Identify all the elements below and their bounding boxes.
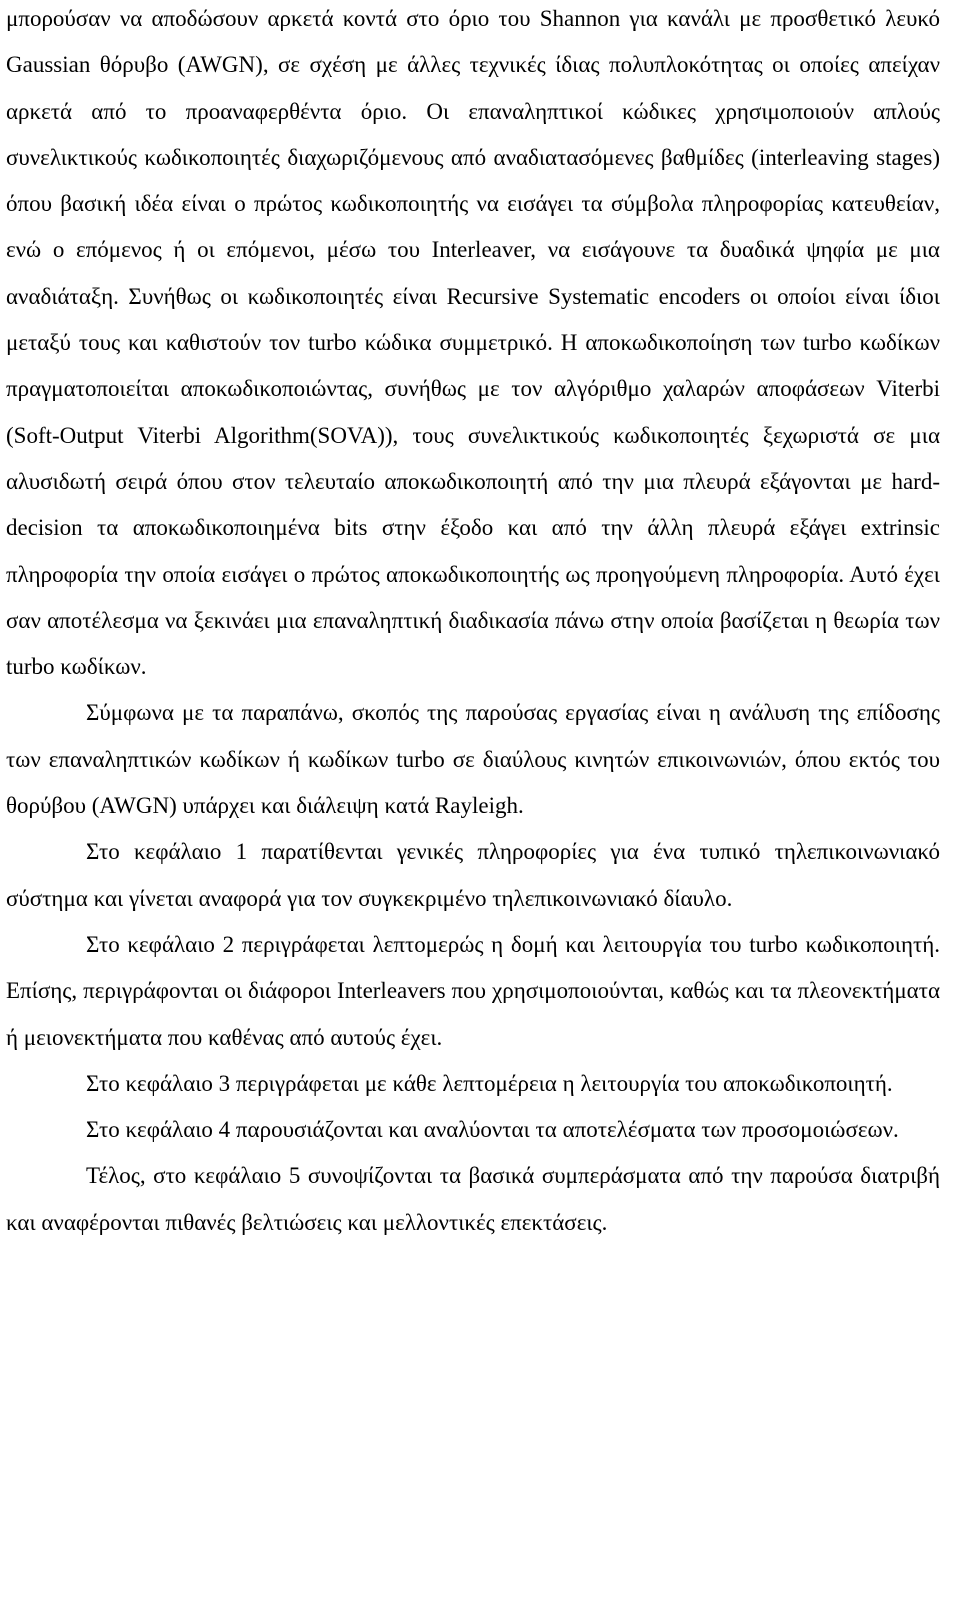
paragraph-chapter-5: Τέλος, στο κεφάλαιο 5 συνοψίζονται τα βασικά συμπεράσματα από την παρούσα διατριβή και αναφέρονται πιθανές βελτιώσεις και μελλοντικές επεκτάσεις. [6, 1163, 940, 1235]
paragraph-chapter-1: Στο κεφάλαιο 1 παρατίθενται γενικές πληροφορίες για ένα τυπικό τηλεπικοινωνιακό σύστημα και γίνεται αναφορά για τον συγκεκριμένο τηλεπικοινωνιακό δίαυλο. [6, 839, 940, 911]
paragraph-thesis-aim: Σύμφωνα με τα παραπάνω, σκοπός της παρούσας εργασίας είναι η ανάλυση της επίδοσης των επαναληπτικών κωδίκων ή κωδίκων turbo σε διαύλους κινητών επικοινωνιών, όπου εκτός του θορύβου (AWGN) υπάρχει και διάλειψη κατά Rayleigh. [6, 700, 940, 819]
paragraph-chapter-2: Στο κεφάλαιο 2 περιγράφεται λεπτομερώς η δομή και λειτουργία του turbo κωδικοποιητή. Επίσης, περιγράφονται οι διάφοροι Interleavers που χρησιμοποιούνται, καθώς και τα πλεονεκτήματα ή μειονεκτήματα που καθένας από αυτούς έχει. [6, 931, 940, 1050]
paragraph-chapter-4: Στο κεφάλαιο 4 παρουσιάζονται και αναλύονται τα αποτελέσματα των προσομοιώσεων. [86, 1117, 899, 1143]
paragraph-chapter-3: Στο κεφάλαιο 3 περιγράφεται με κάθε λεπτομέρεια η λειτουργία του αποκωδικοποιητή. [86, 1070, 893, 1096]
paragraph-turbo-intro: μπορούσαν να αποδώσουν αρκετά κοντά στο όριο του Shannon για κανάλι με προσθετικό λευκό Gaussian θόρυβο (AWGN), σε σχέση με άλλες τεχνικές ίδιας πολυπλοκότητας οι οποίες απείχαν αρκετά από το προαναφερθέντα όριο. Οι επαναληπτικοί κώδικες χρησιμοποιούν απλούς συνελικτικούς κωδικοποιητές διαχωριζόμενους από αναδιατασόμενες βαθμίδες (interleaving stages) όπου βασική ιδέα είναι ο πρώτος κωδικοποιητής να εισάγει τα σύμβολα πληροφορίας κατευθείαν, ενώ ο επόμενος ή οι επόμενοι, μέσω του Interleaver, να εισάγουνε τα δυαδικά ψηφία με μια αναδιάταξη. Συνήθως οι κωδικοποιητές είναι Recursive Systematic encoders οι οποίοι είναι ίδιοι μεταξύ τους και καθιστούν τον turbo κώδικα συμμετρικό. Η αποκωδικοποίηση των turbo κωδίκων πραγματοποιείται αποκωδικοποιώντας, συνήθως με τον αλγόριθμο χαλαρών αποφάσεων Viterbi (Soft-Output Viterbi Algorithm(SOVA)), τους συνελικτικούς κωδικοποιητές ξεχωριστά σε μια αλυσιδωτή σειρά όπου στον τελευταίο αποκωδικοποιητή από την μια πλευρά εξάγονται με hard-decision τα αποκωδικοποιημένα bits στην έξοδο και από την άλλη πλευρά εξάγει extrinsic πληροφορία την οποία εισάγει ο πρώτος αποκωδικοποιητής ως προηγούμενη πληροφορία. Αυτό έχει σαν αποτέλεσμα να ξεκινάει μια επαναληπτική διαδικασία πάνω στην οποία βασίζεται η θεωρία των turbo κωδίκων. [6, 6, 940, 680]
